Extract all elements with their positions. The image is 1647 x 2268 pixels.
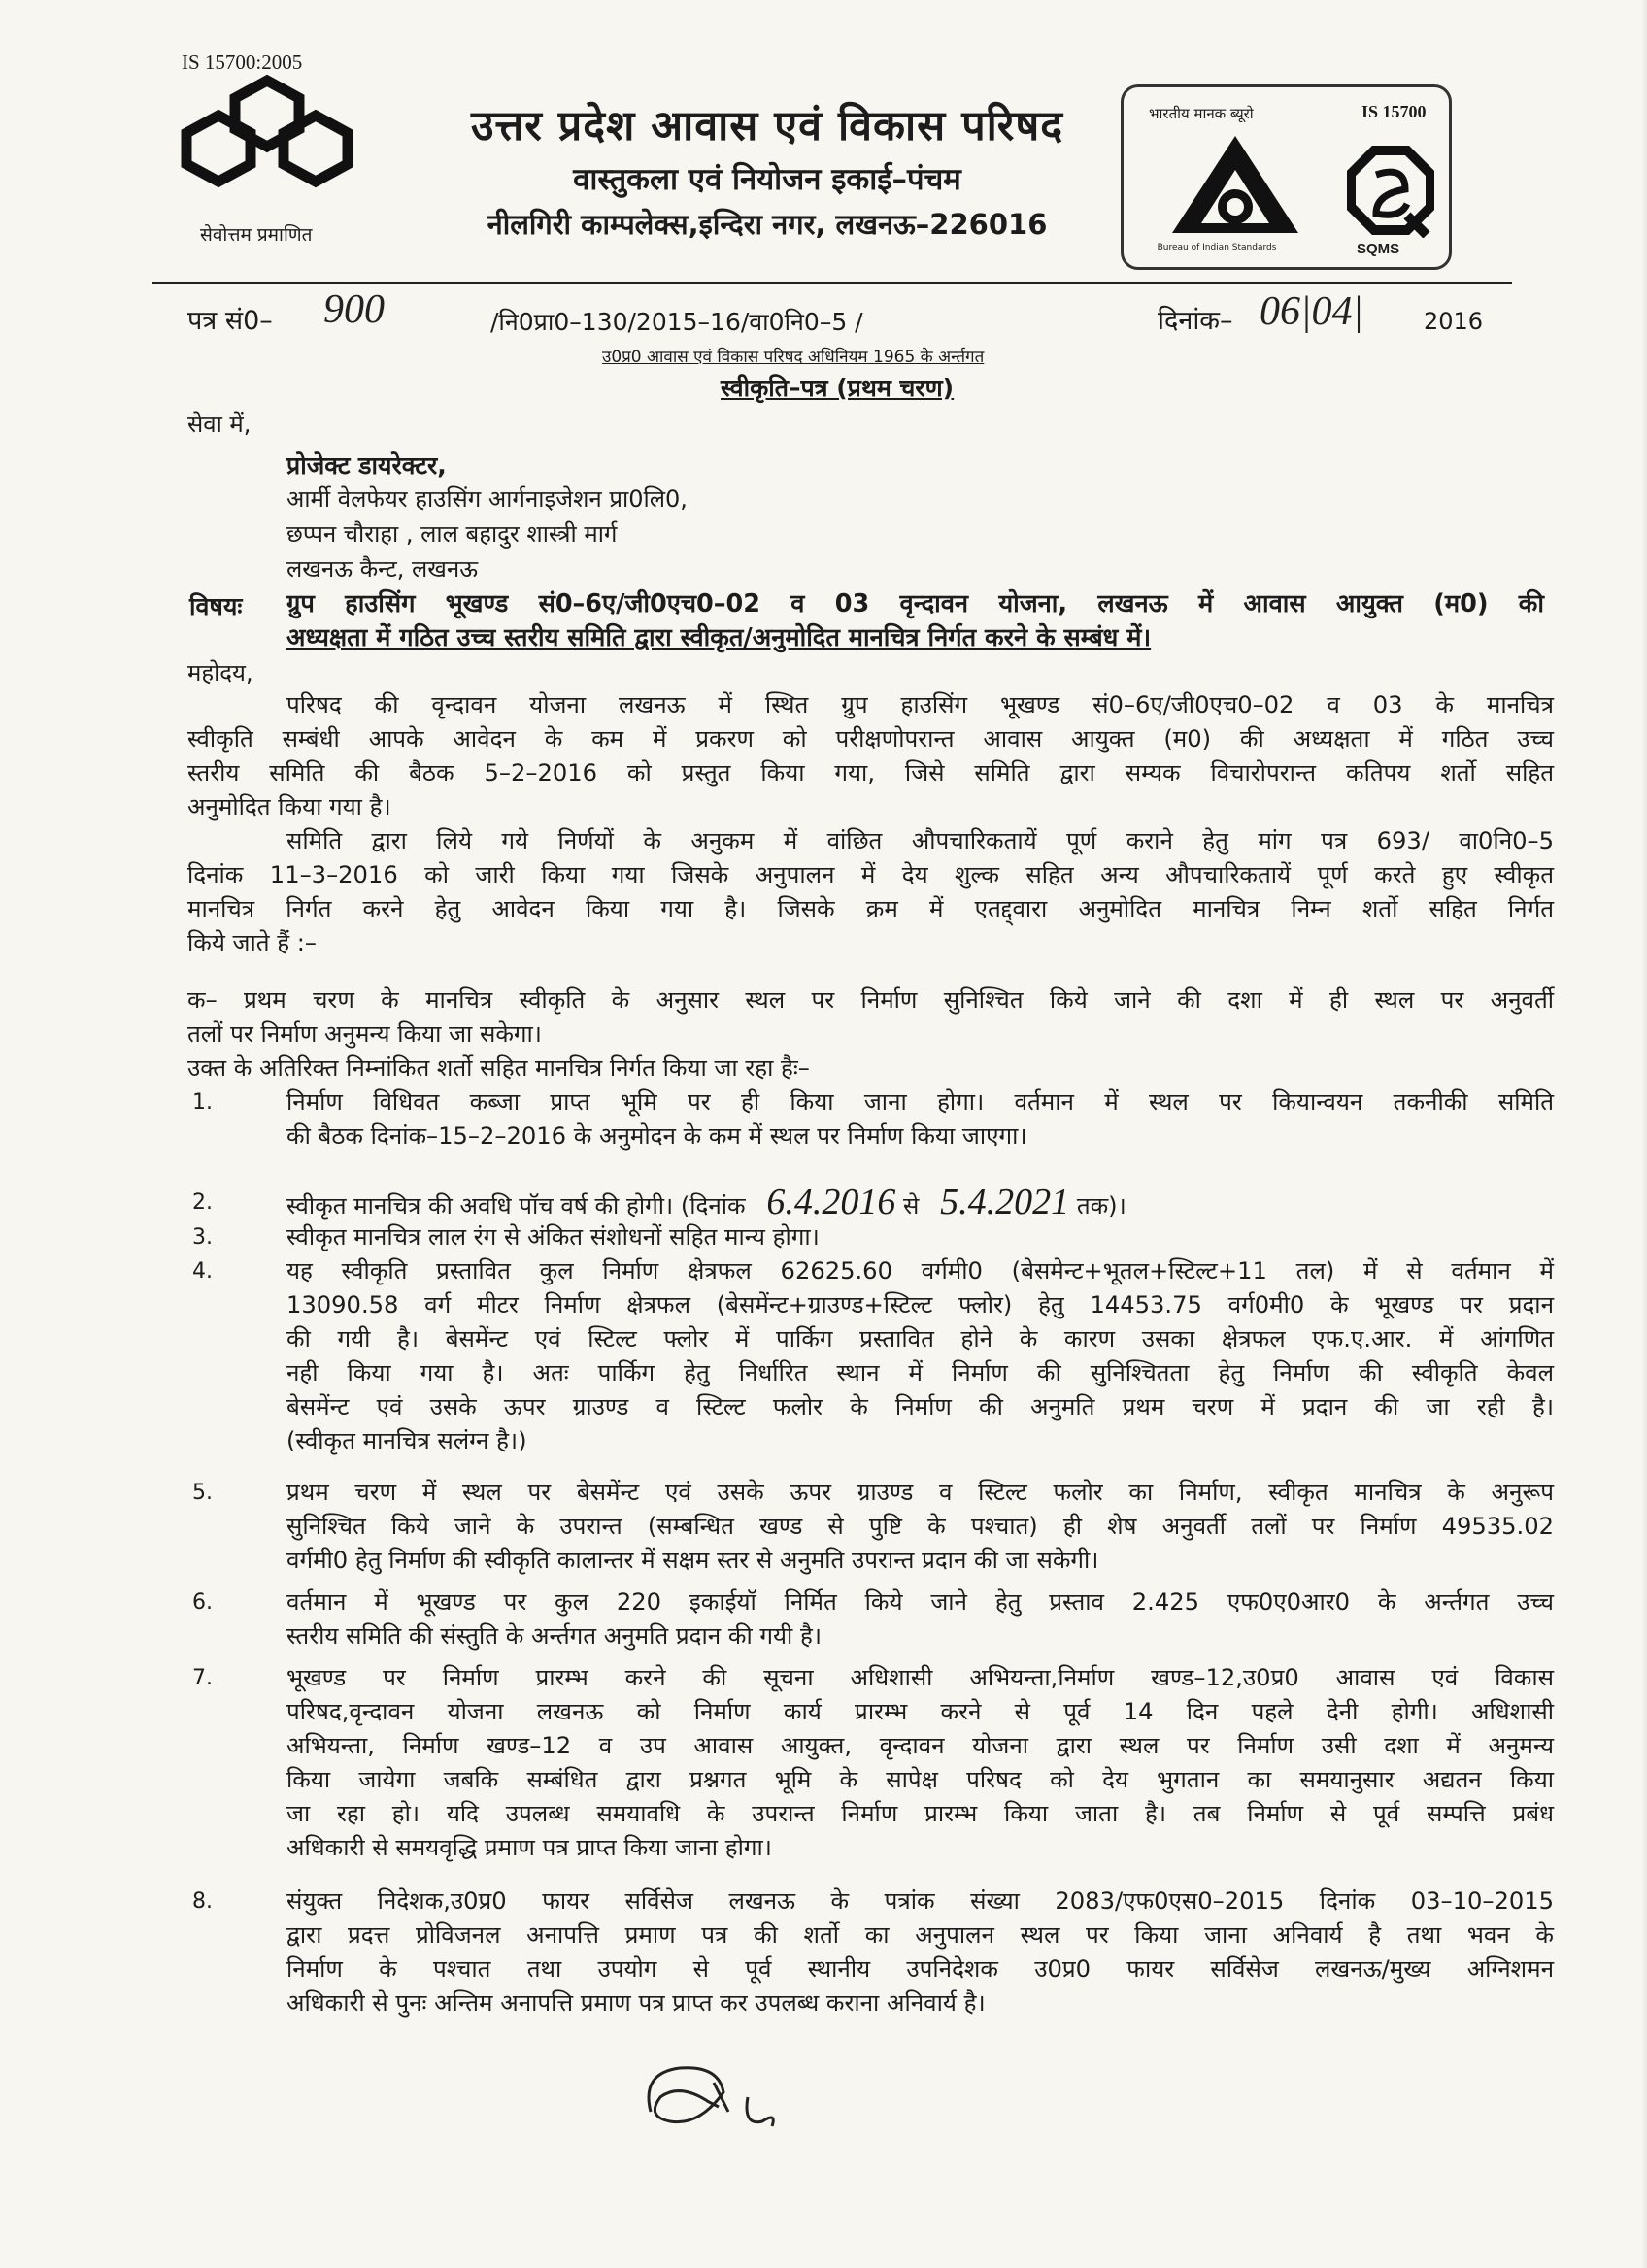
condition-6-line: स्तरीय समिति की संस्तुति के अर्न्तगत अनुमति प्रदान की गयी है। <box>286 1622 823 1650</box>
condition-8-line: द्वारा प्रदत्त प्रोविजनल अनापत्ति प्रमाण पत्र की शर्तो का अनुपालन स्थल पर किया जाना अनिवार्य है तथा भवन के <box>286 1921 1554 1949</box>
sqms-mark-icon <box>1347 146 1434 238</box>
condition-5-line: वर्गमी0 हेतु निर्माण की स्वीकृति कालान्तर में सक्षम स्तर से अनुमति उपरान्त प्रदान की जा सकेगी। <box>286 1547 1099 1574</box>
condition-5-line: प्रथम चरण में स्थल पर बेसमेंन्ट एवं उसके ऊपर ग्राउण्ड व स्टिल्ट फलोर का निर्माण, स्वीकृत मानचित्र के अनुरूप <box>286 1479 1554 1506</box>
addressee-city: लखनऊ कैन्ट, लखनऊ <box>286 555 479 583</box>
bis-name: भारतीय मानक ब्यूरो <box>1149 105 1254 122</box>
para2-line: दिनांक 11–3–2016 को जारी किया गया जिसके अनुपालन में देय शुल्क सहित अन्य औपचारिकतायें पूर्ण करते हुए स्वीकृत <box>187 861 1554 888</box>
condition-2-to-date: 5.4.2021 <box>940 1182 1070 1222</box>
conditions-intro: उक्त के अतिरिक्त निम्नांकित शर्तो सहित मानचित्र निर्गत किया जा रहा हैः– <box>187 1054 810 1082</box>
condition-7-line: अभियन्ता, निर्माण खण्ड–12 व उप आवास आयुक्त, वृन्दावन योजना द्वारा स्थल पर निर्माण उसी दशा में अनुमन्य <box>286 1732 1554 1759</box>
scan-edge <box>1641 0 1647 2268</box>
condition-7-line: जा रहा हो। यदि उपलब्ध समयावधि के उपरान्त निर्माण प्रारम्भ किया जाता है। तब निर्माण से पूर्व सम्पत्ति प्रबंध <box>286 1800 1554 1827</box>
org-unit: वास्तुकला एवं नियोजन इकाई–पंचम <box>573 162 961 197</box>
para2-line: मानचित्र निर्गत करने हेतु आवेदन किया गया है। जिसके क्रम में एतद्द्वारा अनुमोदित मानचित्र निम्न शर्तो सहित निर्गत <box>187 895 1554 922</box>
condition-number: 6. <box>192 1590 213 1615</box>
condition-number: 2. <box>192 1190 213 1215</box>
condition-4-line: की गयी है। बेसमेंन्ट एवं स्टिल्ट फ्लोर में पार्किग प्रस्तावित होने के कारण उसका क्षेत्रफल एफ.ए.आर. में आंगणित <box>286 1325 1554 1352</box>
condition-3-line: स्वीकृत मानचित्र लाल रंग से अंकित संशोधनों सहित मान्य होगा। <box>286 1223 820 1251</box>
para2-line: समिति द्वारा लिये गये निर्णयों के अनुकम में वांछित औपचारिकतायें पूर्ण कराने हेतु मांग पत्र 693/ वा0नि0–5 <box>286 827 1554 854</box>
condition-number: 7. <box>192 1666 213 1690</box>
condition-number: 4. <box>192 1259 213 1284</box>
subject-label: विषयः <box>189 592 243 620</box>
condition-7-line: अधिकारी से समयवृद्धि प्रमाण पत्र प्राप्त किया जाना होगा। <box>286 1834 772 1861</box>
motto: सेवोत्तम प्रमाणित <box>200 224 313 246</box>
condition-number: 8. <box>192 1889 213 1914</box>
bis-is-code: IS 15700 <box>1361 102 1427 121</box>
condition-1-line: निर्माण विधिवत कब्जा प्राप्त भूमि पर ही किया जाना होगा। वर्तमान में स्थल पर कियान्वयन तकनीकी समिति <box>286 1088 1554 1116</box>
condition-number: 1. <box>192 1090 213 1115</box>
condition-7-line: भूखण्ड पर निर्माण प्रारम्भ करने की सूचना अधिशासी अभियन्ता,निर्माण खण्ड–12,उ0प्र0 आवास एवं विकास <box>286 1664 1554 1691</box>
condition-8-line: निर्माण के पश्चात तथा उपयोग से पूर्व स्थानीय उपनिदेशक उ0प्र0 फायर सर्विसेज लखनऊ/मुख्य अग्निशमन <box>286 1955 1554 1983</box>
para-ka-line: तलों पर निर्माण अनुमन्य किया जा सकेगा। <box>187 1020 542 1048</box>
sqms-label: SQMS <box>1357 241 1400 257</box>
is-code: IS 15700:2005 <box>182 50 303 74</box>
bis-subtitle: Bureau of Indian Standards <box>1157 243 1277 252</box>
condition-number: 3. <box>192 1225 213 1250</box>
letter-title: स्वीकृति–पत्र (प्रथम चरण) <box>721 374 955 402</box>
condition-8-line: संयुक्त निदेशक,उ0प्र0 फायर सर्विसेज लखनऊ के पत्रांक संख्या 2083/एफ0एस0–2015 दिनांक 03–10–2015 <box>286 1887 1554 1915</box>
condition-4-line: 13090.58 वर्ग मीटर निर्माण क्षेत्रफल (बेसमेंन्ट+ग्राउण्ड+स्टिल्ट फ्लोर) हेतु 14453.75 वर्ग0मी0 के भूखण्ड पर प्रदान <box>286 1291 1554 1318</box>
condition-6-line: वर्तमान में भूखण्ड पर कुल 220 इकाईयॉ निर्मित किये जाने हेतु प्रस्ताव 2.425 एफ0ए0आर0 के अर्न्तगत उच्च <box>286 1588 1554 1616</box>
para1-line: स्तरीय समिति की बैठक 5–2–2016 को प्रस्तुत किया गया, जिसे समिति द्वारा सम्यक विचारोपरान्त कतिपय शर्तो सहित <box>187 759 1554 786</box>
greeting: महोदय, <box>187 659 253 686</box>
org-address: नीलगिरी काम्पलेक्स,इन्दिरा नगर, लखनऊ–226016 <box>487 208 1048 241</box>
reference-code: /नि0प्रा0–130/2015–16/वा0नि0–5 / <box>490 308 863 336</box>
condition-7-line: परिषद,वृन्दावन योजना लखनऊ को निर्माण कार्य प्रारम्भ करने से पूर्व 14 दिन पहले देनी होगी। अधिशासी <box>286 1698 1554 1725</box>
reference-label: पत्र सं0– <box>187 306 273 336</box>
bis-certification-box <box>1121 84 1452 270</box>
date-year: 2016 <box>1424 308 1484 335</box>
condition-2-from-date: 6.4.2016 <box>766 1182 896 1222</box>
para1-line: स्वीकृति सम्बंधी आपके आवेदन के कम में प्रकरण को परीक्षणोपरान्त आवास आयुक्त (म0) की अध्यक्षता में गठित उच्च <box>187 725 1554 752</box>
condition-7-line: किया जायेगा जबकि सम्बंधित द्वारा प्रश्नगत भूमि के सापेक्ष परिषद को देय भुगतान का समयानुसार अद्यतन किया <box>286 1766 1554 1793</box>
subject-line-2: अध्यक्षता में गठित उच्च स्तरीय समिति द्वारा स्वीकृत/अनुमोदित मानचित्र निर्गत करने के सम्बंध में। <box>286 623 1152 652</box>
org-name: उत्तर प्रदेश आवास एवं विकास परिषद <box>470 102 1064 150</box>
para2-line: किये जाते हैं :– <box>187 929 318 956</box>
date-label: दिनांक– <box>1158 306 1233 336</box>
condition-2-mid: से <box>903 1192 920 1219</box>
bis-mark-icon <box>1167 131 1303 243</box>
condition-4-line: नही किया गया है। अतः पार्किग हेतु निर्धारित स्थान में निर्माण की सुनिश्चितता हेतु निर्माण की स्वीकृति केवल <box>286 1359 1554 1386</box>
signature-icon <box>631 2053 825 2151</box>
council-logo-icon <box>178 73 357 189</box>
condition-4-line: यह स्वीकृति प्रस्तावित कुल निर्माण क्षेत्रफल 62625.60 वर्गमी0 (बेसमेन्ट+भूतल+स्टिल्ट+11 तल) में से वर्तमान में <box>286 1257 1554 1284</box>
para1-line: परिषद की वृन्दावन योजना लखनऊ में स्थित ग्रुप हाउसिंग भूखण्ड सं0–6ए/जी0एच0–02 व 03 के मानचित्र <box>286 691 1554 718</box>
condition-1-line: की बैठक दिनांक–15–2–2016 के अनुमोदन के कम में स्थल पर निर्माण किया जाएगा। <box>286 1122 1027 1150</box>
condition-8-line: अधिकारी से पुनः अन्तिम अनापत्ति प्रमाण पत्र प्राप्त कर उपलब्ध कराना अनिवार्य है। <box>286 1989 986 2017</box>
condition-2-end: तक)। <box>1076 1192 1126 1219</box>
addressee-org: आर्मी वेलफेयर हाउसिंग आर्गनाइजेशन प्रा0लि0, <box>286 485 688 513</box>
header-rule <box>152 282 1512 284</box>
condition-2-line <box>286 1181 1126 1223</box>
act-line: उ0प्र0 आवास एवं विकास परिषद अधिनियम 1965 के अर्न्तगत <box>602 348 985 367</box>
condition-4-line: बेसमेंन्ट एवं उसके ऊपर ग्राउण्ड व स्टिल्ट फलोर के निर्माण की अनुमति प्रथम चरण में प्रदान की जा रही है। <box>286 1393 1554 1420</box>
condition-5-line: सुनिश्चित किये जाने के उपरान्त (सम्बन्धित खण्ड से पुष्टि के पश्चात) ही शेष अनुवर्ती तलों पर निर्माण 49535.02 <box>286 1513 1554 1540</box>
para-ka-line: क– प्रथम चरण के मानचित्र स्वीकृति के अनुसार स्थल पर निर्माण सुनिश्चित किये जाने की दशा में ही स्थल पर अनुवर्ती <box>187 986 1554 1014</box>
organization-block <box>427 95 1107 243</box>
condition-number: 5. <box>192 1481 213 1505</box>
condition-4-line: (स्वीकृत मानचित्र सलंग्न है।) <box>286 1427 527 1454</box>
addressee-street: छप्पन चौराहा , लाल बहादुर शास्त्री मार्ग <box>286 520 618 548</box>
subject-line-1: ग्रुप हाउसिंग भूखण्ड सं0–6ए/जी0एच0–02 व 03 वृन्दावन योजना, लखनऊ में आवास आयुक्त (म0) की <box>286 589 1544 618</box>
para1-line: अनुमोदित किया गया है। <box>187 793 391 820</box>
date-handwritten: 06|04| <box>1260 289 1364 334</box>
reference-number: 900 <box>323 287 385 332</box>
salutation-to: सेवा में, <box>187 411 252 438</box>
condition-2-text: स्वीकृत मानचित्र की अवधि पॉच वर्ष की होगी। (दिनांक <box>286 1192 746 1219</box>
addressee-designation: प्रोजेक्ट डायरेक्टर, <box>286 451 447 480</box>
